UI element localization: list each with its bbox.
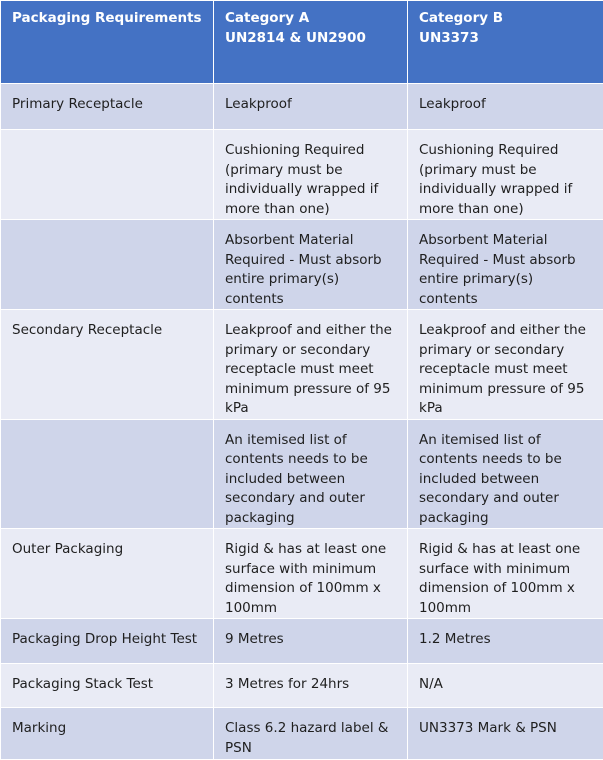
category-b-cell: 1.2 Metres [408,619,603,664]
category-b-cell: N/A [408,664,603,708]
category-a-cell: 9 Metres [214,619,408,664]
category-a-cell: Class 6.2 hazard label & PSN [214,708,408,760]
table-row [1,619,603,664]
header-category-b-title: Category B [419,8,593,28]
requirement-cell [1,130,214,220]
requirement-cell [1,419,214,529]
requirement-cell: Packaging Drop Height Test [1,619,214,664]
category-a-cell: An itemised list of contents needs to be included between secondary and outer packaging [214,419,408,529]
requirement-cell: Outer Packaging [1,529,214,619]
table-row [1,130,603,220]
category-a-cell: 3 Metres for 24hrs [214,664,408,708]
requirement-cell: Primary Receptacle [1,84,214,130]
requirement-cell [1,220,214,310]
category-a-cell: Absorbent Material Required - Must absorb entire primary(s) contents [214,220,408,310]
table-header-row [1,1,603,84]
table-row [1,310,603,420]
category-a-cell: Rigid & has at least one surface with minimum dimension of 100mm x 100mm [214,529,408,619]
header-category-b-codes: UN3373 [419,28,593,48]
requirement-cell: Marking [1,708,214,760]
requirement-cell: Packaging Stack Test [1,664,214,708]
header-category-b [408,1,603,84]
category-b-cell: Rigid & has at least one surface with minimum dimension of 100mm x 100mm [408,529,603,619]
category-a-cell: Leakproof and either the primary or secondary receptacle must meet minimum pressure of 95 kPa [214,310,408,420]
table-row [1,708,603,760]
header-title: Packaging Requirements [12,8,203,28]
category-a-cell: Leakproof [214,84,408,130]
category-b-cell: UN3373 Mark & PSN [408,708,603,760]
table-row [1,664,603,708]
table-row [1,84,603,130]
category-a-cell: Cushioning Required (primary must be individually wrapped if more than one) [214,130,408,220]
header-category-a-codes: UN2814 & UN2900 [225,28,397,48]
header-category-a-title: Category A [225,8,397,28]
requirement-cell: Secondary Receptacle [1,310,214,420]
header-category-a [214,1,408,84]
category-b-cell: Absorbent Material Required - Must absorb entire primary(s) contents [408,220,603,310]
category-b-cell: Leakproof [408,84,603,130]
table-row [1,220,603,310]
category-b-cell: An itemised list of contents needs to be included between secondary and outer packaging [408,419,603,529]
header-packaging-requirements [1,1,214,84]
category-b-cell: Leakproof and either the primary or secondary receptacle must meet minimum pressure of 95 kPa [408,310,603,420]
table-row [1,529,603,619]
table-row [1,419,603,529]
category-b-cell: Cushioning Required (primary must be individually wrapped if more than one) [408,130,603,220]
